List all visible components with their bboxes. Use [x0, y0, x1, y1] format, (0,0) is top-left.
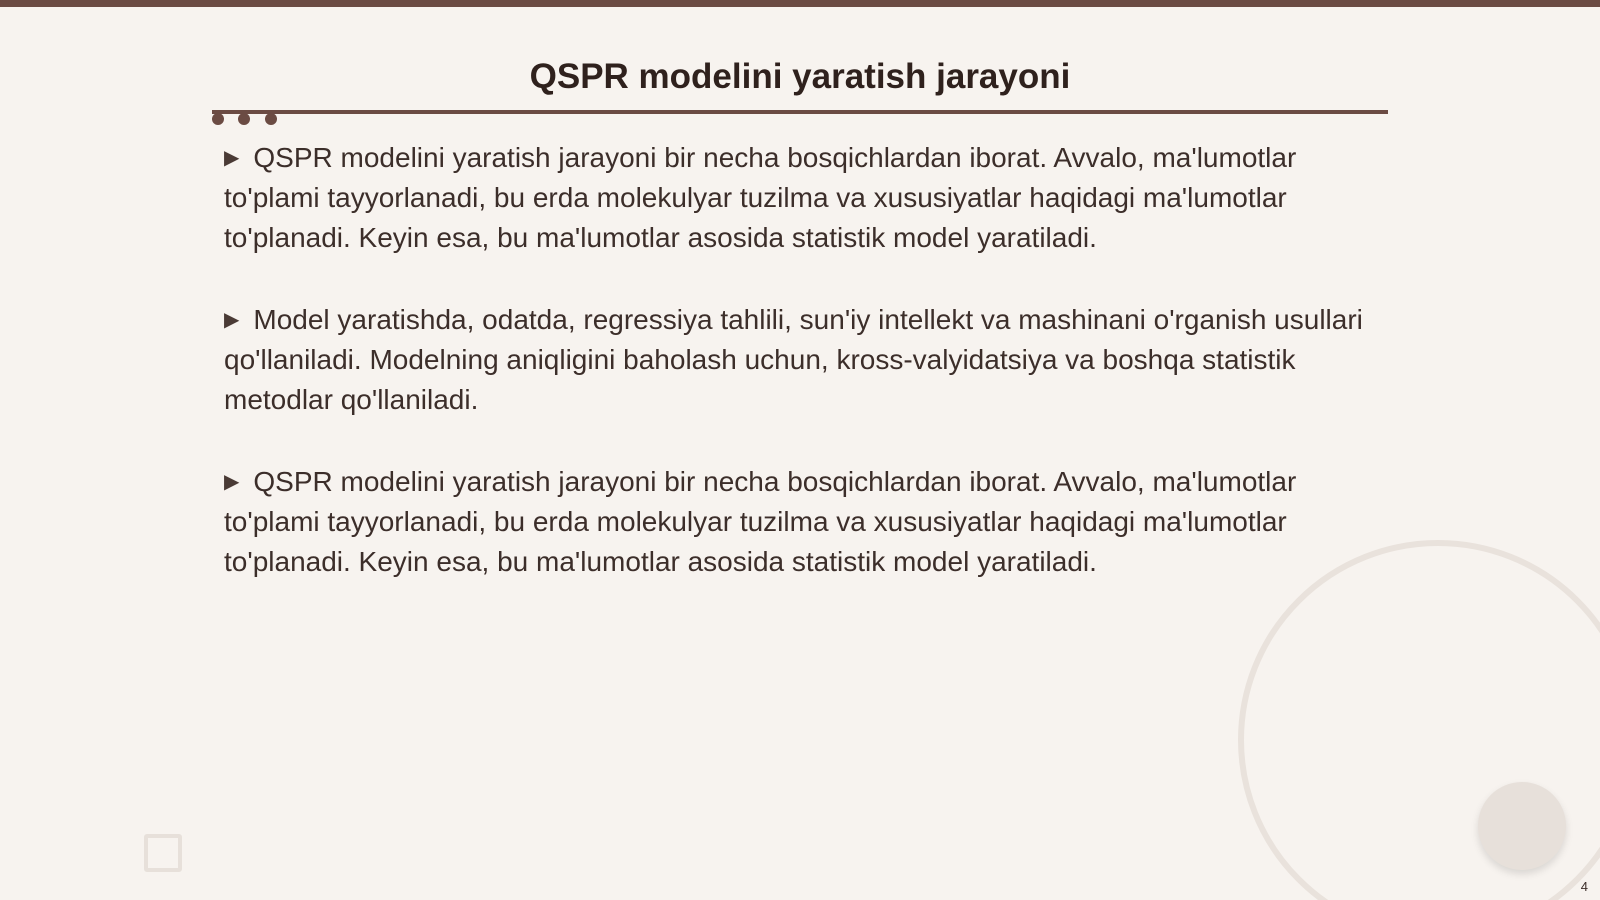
page-number: 4	[1580, 879, 1588, 894]
decorative-dot	[265, 113, 277, 125]
bullet-arrow-icon: ▶	[224, 471, 240, 493]
bullet-list	[224, 138, 1384, 624]
decorative-dot	[212, 113, 224, 125]
decorative-square	[144, 834, 182, 872]
bullet-paragraph-1	[224, 138, 1384, 258]
top-accent-bar	[0, 0, 1600, 7]
paragraph-text: QSPR modelini yaratish jarayoni bir necha bosqichlardan iborat. Avvalo, ma'lumotlar to'plami tayyorlanadi, bu erda molekulyar tuzilma va xususiyatlar haqidagi ma'lumotlar to'planadi. Keyin esa, bu ma'lumotlar asosida statistik model yaratiladi.	[224, 466, 1297, 577]
title-underline	[212, 110, 1388, 114]
decorative-knob	[1478, 782, 1566, 870]
paragraph-text: QSPR modelini yaratish jarayoni bir necha bosqichlardan iborat. Avvalo, ma'lumotlar to'plami tayyorlanadi, bu erda molekulyar tuzilma va xususiyatlar haqidagi ma'lumotlar to'planadi. Keyin esa, bu ma'lumotlar asosida statistik model yaratiladi.	[224, 142, 1297, 253]
paragraph-text: Model yaratishda, odatda, regressiya tahlili, sun'iy intellekt va mashinani o'rganish usullari qo'llaniladi. Modelning aniqligini baholash uchun, kross-valyidatsiya va boshqa statistik metodlar qo'llaniladi.	[224, 304, 1363, 415]
decorative-dot	[238, 113, 250, 125]
slide-title: QSPR modelini yaratish jarayoni	[529, 57, 1071, 96]
bullet-paragraph-2	[224, 300, 1384, 420]
bullet-arrow-icon: ▶	[224, 147, 240, 169]
bullet-paragraph-3	[224, 462, 1384, 582]
bullet-arrow-icon: ▶	[224, 309, 240, 331]
